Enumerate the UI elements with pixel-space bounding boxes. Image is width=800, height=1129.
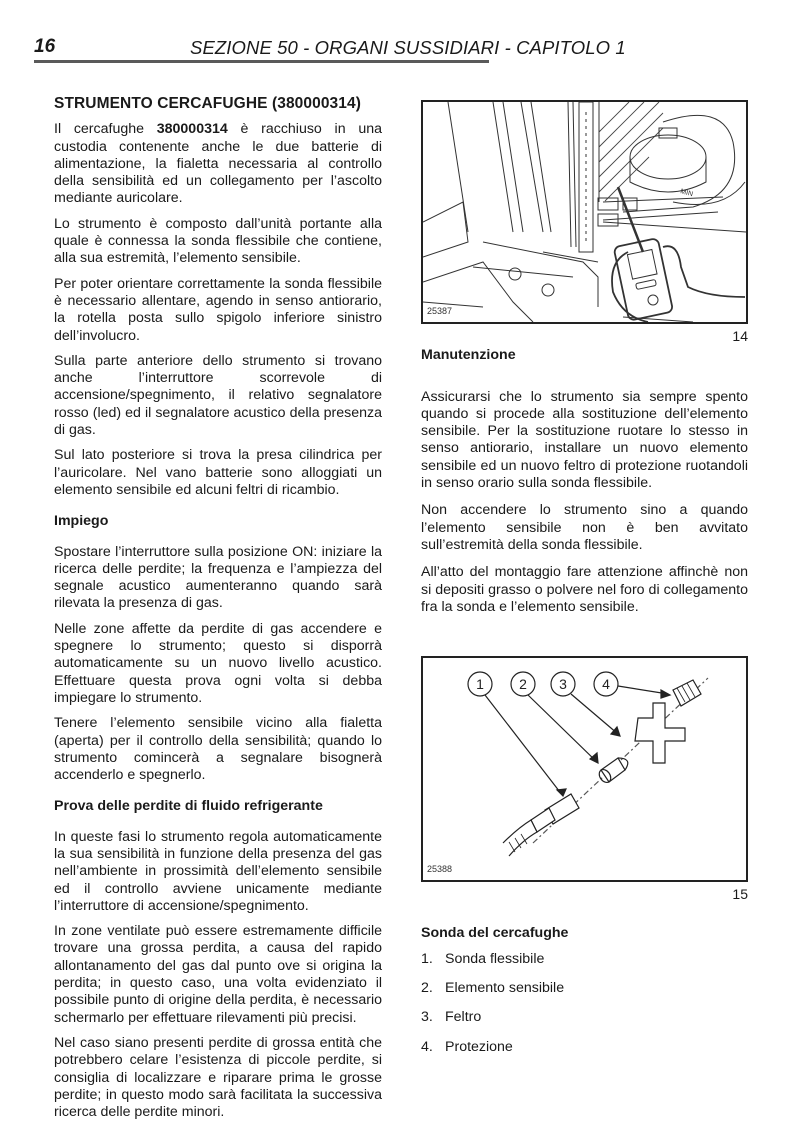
legend-number: 4. <box>421 1038 433 1055</box>
section-title: SEZIONE 50 - ORGANI SUSSIDIARI - CAPITOLO 1 <box>190 37 626 58</box>
intro-text-cont: è racchiuso in una custodia contenente anche le due batterie di alimentazione, la fialetta necessaria al controllo della sensibilità ed un collegamento per l’ascolto mediante auricolare. <box>54 121 382 207</box>
document-title: STRUMENTO CERCAFUGHE (380000314) <box>54 95 361 112</box>
paragraph-prova-1: In queste fasi lo strumento regola automaticamente la sua sensibilità in funzione della presenza del gas nell’ambiente in prossimità dell’elemento sensibile ed il controllo avviene unicamente mediante l’interruttore di accensione/spegnimento. <box>54 828 382 914</box>
paragraph-front: Sulla parte anteriore dello strumento si trovano anche l’interruttore scorrevole di accensione/spegnimento, il relativo segnalatore rosso (led) ed il segnalatore acustico della presenza di gas. <box>54 352 382 439</box>
figure-code: 25388 <box>427 863 453 874</box>
heading-legend: Sonda del cercafughe <box>421 925 569 942</box>
callout-3: 3 <box>559 676 567 693</box>
paragraph-impiego-2: Nelle zone affette da perdite di gas accendere e spegnere lo strumento; questo si disporrà automaticamente su un nuovo livello acustico. Effettuare questa prova ogni volta si debba impiegare lo strumento. <box>54 620 382 706</box>
paragraph-rear: Sul lato posteriore si trova la presa cilindrica per l’auricolare. Nel vano batterie sono alloggiati un elemento sensibile ed alcuni feltri di ricambio. <box>54 447 382 498</box>
legend-label: Sonda flessibile <box>445 950 545 967</box>
legend-item <box>421 1009 748 1026</box>
callout-2: 2 <box>519 676 527 693</box>
right-column <box>421 100 748 1068</box>
heading-prova: Prova delle perdite di fluido refrigerante <box>54 798 323 815</box>
paragraph-prova-2: In zone ventilate può essere estremamente difficile trovare una grossa perdita, a causa del rapido allontanamento del gas dal punto ove si origina la perdita; in questo caso, una volta evidenziato il possibile punto di origine della perdita, è necessario schermarlo per effettuare rilevamenti più precisi. <box>54 923 382 1026</box>
paragraph-manutenzione-3: All’atto del montaggio fare attenzione affinchè non si depositi grasso o polvere nel foro di collegamento fra la sonda e l’elemento sensibile. <box>421 564 748 615</box>
heading-manutenzione: Manutenzione <box>421 347 516 364</box>
legend-item <box>421 951 748 968</box>
intro-text: Il cercafughe <box>54 121 157 138</box>
callout-1: 1 <box>476 676 484 693</box>
paragraph-impiego-3: Tenere l’elemento sensibile vicino alla fialetta (aperta) per il controllo della sensibilità; quando lo strumento comincerà a segnalare bisognerà accenderlo e spegnerlo. <box>54 715 382 784</box>
figure-code: 25387 <box>427 305 453 316</box>
paragraph-manutenzione-1: Assicurarsi che lo strumento sia sempre spento quando si procede alla sostituzione dell’elemento sensibile. Per la sostituzione ruotare lo stesso in senso antiorario, installare un nuovo elemento sensibile ed un nuovo feltro di protezione ruotandoli in senso orario sulla sonda flessibile. <box>421 388 748 492</box>
callout-4: 4 <box>602 676 610 693</box>
legend-label: Feltro <box>445 1009 482 1026</box>
page-number: 16 <box>34 36 56 57</box>
paragraph-orientation: Per poter orientare correttamente la sonda flessibile è necessario allentare, agendo in senso antiorario, la rotella posta sullo spigolo inferiore sinistro dell’involucro. <box>54 275 382 344</box>
paragraph-impiego-1: Spostare l’interruttore sulla posizione ON: iniziare la ricerca delle perdite; la frequenza e l’ampiezza del segnale acustico aumenteranno quando sarà rilevata la presenza di gas. <box>54 543 382 612</box>
heading-impiego: Impiego <box>54 513 109 530</box>
paragraph-composition: Lo strumento è composto dall’unità portante alla quale è connessa la sonda flessibile che contiene, alla sua estremità, l’elemento sensibile. <box>54 215 382 267</box>
paragraph-intro <box>54 121 382 207</box>
legend-number: 2. <box>421 980 433 997</box>
legend-item <box>421 1039 748 1056</box>
figure-15-probe-exploded <box>421 656 748 882</box>
paragraph-prova-3: Nel caso siano presenti perdite di grossa entità che potrebbero celare l’esistenza di piccole perdite, si consiglia di localizzare e riparare prima le grosse perdite; in questo modo sarà facilitata la successiva ricerca delle perdite minori. <box>54 1034 382 1121</box>
probe-exploded-diagram <box>423 658 746 880</box>
leak-detector-illustration <box>423 102 746 322</box>
figure-number: 15 <box>732 886 748 903</box>
legend-number: 3. <box>421 1009 433 1026</box>
part-number: 380000314 <box>156 121 228 138</box>
parts-legend <box>421 951 748 1056</box>
min-label: MIN <box>679 188 694 199</box>
left-column <box>54 95 382 1129</box>
legend-label: Protezione <box>445 1038 513 1055</box>
legend-number: 1. <box>421 950 433 967</box>
header-divider <box>34 60 489 63</box>
figure-number: 14 <box>732 328 748 344</box>
legend-item <box>421 980 748 997</box>
figure-14-leak-detector-in-use <box>421 100 748 324</box>
paragraph-manutenzione-2: Non accendere lo strumento sino a quando l’elemento sensibile non è ben avvitato sull’estremità della sonda flessibile. <box>421 502 748 553</box>
legend-label: Elemento sensibile <box>445 980 565 997</box>
